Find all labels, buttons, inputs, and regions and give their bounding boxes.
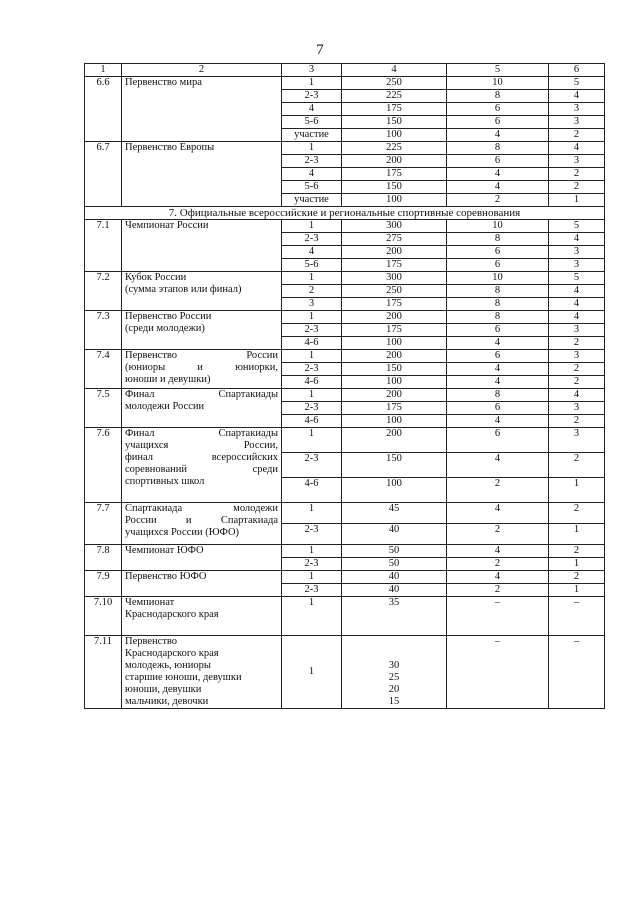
value-6-cell: 2 (549, 363, 605, 376)
competition-name (122, 272, 282, 311)
competition-name-line: учащихся России, (125, 440, 278, 451)
points-cell: 150 (342, 453, 447, 478)
value-5-cell: 8 (447, 285, 549, 298)
place-cell: 4 (282, 168, 342, 181)
competition-name (122, 350, 282, 389)
value-5-cell: 8 (447, 298, 549, 311)
place-cell: 1 (282, 220, 342, 233)
value-6-cell: 2 (549, 571, 605, 584)
points-cell: 100 (342, 129, 447, 142)
table-row (85, 636, 605, 709)
points-cell: 175 (342, 259, 447, 272)
value-5-cell: 10 (447, 77, 549, 90)
item-number: 7.2 (85, 272, 122, 311)
points-cell (342, 636, 447, 709)
competition-name (122, 142, 282, 207)
points-cell: 50 (342, 545, 447, 558)
value-6-cell: 2 (549, 453, 605, 478)
points-cell: 200 (342, 389, 447, 402)
points-cell: 300 (342, 220, 447, 233)
page-number: 7 (316, 42, 324, 58)
competition-name-line: Краснодарского края (125, 648, 219, 659)
value-6-cell: 3 (549, 246, 605, 259)
points-cell: 35 (342, 597, 447, 636)
value-5-cell: 6 (447, 350, 549, 363)
value-6-cell: 2 (549, 129, 605, 142)
value-6-cell: 1 (549, 478, 605, 503)
column-header: 3 (282, 64, 342, 77)
points-cell: 275 (342, 233, 447, 246)
place-cell: 1 (282, 350, 342, 363)
value-6-cell: 4 (549, 142, 605, 155)
value-5-cell: 4 (447, 363, 549, 376)
place-cell: 2 (282, 285, 342, 298)
place-cell: 2-3 (282, 558, 342, 571)
competition-name-line: Краснодарского края (125, 609, 219, 620)
points-cell: 175 (342, 324, 447, 337)
value-6-cell: 4 (549, 311, 605, 324)
place-cell: 1 (282, 142, 342, 155)
points-table (84, 63, 605, 709)
value-6-cell: 5 (549, 220, 605, 233)
value-5-cell: 6 (447, 324, 549, 337)
section-row (85, 207, 605, 220)
value-5-cell: 6 (447, 116, 549, 129)
table-row (85, 272, 605, 285)
points-cell: 45 (342, 503, 447, 524)
value-6-cell: 2 (549, 545, 605, 558)
value-5-cell: 4 (447, 453, 549, 478)
value-6-cell: 2 (549, 168, 605, 181)
value-5-cell: 6 (447, 103, 549, 116)
points-cell: 100 (342, 337, 447, 350)
column-header: 6 (549, 64, 605, 77)
place-cell: 1 (282, 311, 342, 324)
column-header: 1 (85, 64, 122, 77)
competition-name (122, 636, 282, 709)
item-number: 7.10 (85, 597, 122, 636)
value-6-cell: 2 (549, 181, 605, 194)
place-cell: 1 (282, 77, 342, 90)
competition-name-line: (среди молодежи) (125, 323, 205, 334)
value-6-cell: 4 (549, 389, 605, 402)
value-5-cell: 6 (447, 259, 549, 272)
value-5-cell: 8 (447, 142, 549, 155)
item-number: 7.9 (85, 571, 122, 597)
competition-name-line: Чемпионат ЮФО (125, 545, 204, 556)
place-cell: 5-6 (282, 181, 342, 194)
place-cell: 4 (282, 246, 342, 259)
value-6-cell: 1 (549, 524, 605, 545)
competition-name (122, 389, 282, 428)
points-cell: 50 (342, 558, 447, 571)
competition-name-line: Первенство мира (125, 77, 202, 88)
value-5-cell: 2 (447, 584, 549, 597)
points-cell: 100 (342, 376, 447, 389)
value-6-cell: 4 (549, 90, 605, 103)
table-row (85, 503, 605, 524)
competition-name-line: (сумма этапов или финал) (125, 284, 242, 295)
place-cell: 1 (282, 503, 342, 524)
place-cell: 2-3 (282, 584, 342, 597)
value-5-cell: 8 (447, 311, 549, 324)
place-cell: 2-3 (282, 524, 342, 545)
place-cell: 4-6 (282, 376, 342, 389)
competition-name (122, 571, 282, 597)
section-title: 7. Официальные всероссийские и региональные спортивные соревнования (85, 207, 605, 220)
value-5-cell: 8 (447, 90, 549, 103)
value-6-cell: 3 (549, 428, 605, 453)
points-cell: 200 (342, 350, 447, 363)
value-5-cell: 4 (447, 571, 549, 584)
item-number: 6.6 (85, 77, 122, 142)
value-5-cell: 2 (447, 558, 549, 571)
competition-name-line: Чемпионат (125, 597, 175, 608)
value-5-cell: 6 (447, 428, 549, 453)
value-6-cell: 4 (549, 285, 605, 298)
value-5-cell: 8 (447, 389, 549, 402)
value-6-cell: 1 (549, 584, 605, 597)
points-cell: 175 (342, 168, 447, 181)
place-cell: 1 (282, 597, 342, 636)
competition-name-line: финал всероссийских (125, 452, 278, 463)
place-cell: 1 (282, 428, 342, 453)
item-number: 7.7 (85, 503, 122, 545)
points-value: 30 (388, 660, 400, 671)
item-number: 7.6 (85, 428, 122, 503)
value-6-cell: 3 (549, 259, 605, 272)
value-5-cell: 4 (447, 129, 549, 142)
item-number: 7.11 (85, 636, 122, 709)
value-5-cell: 4 (447, 376, 549, 389)
points-cell: 200 (342, 311, 447, 324)
place-cell: 5-6 (282, 116, 342, 129)
value-6-cell: 1 (549, 194, 605, 207)
competition-name-line: Первенство России (125, 311, 212, 322)
value-5-cell: 10 (447, 272, 549, 285)
points-value: 15 (388, 696, 400, 707)
value-5-cell: 4 (447, 545, 549, 558)
table-row (85, 350, 605, 363)
table-row (85, 597, 605, 636)
competition-name-line: Первенство (125, 636, 178, 647)
value-6-cell: 3 (549, 402, 605, 415)
value-6-cell: 3 (549, 103, 605, 116)
place-cell: 4 (282, 103, 342, 116)
points-cell: 200 (342, 428, 447, 453)
place-cell: 1 (282, 571, 342, 584)
competition-name-line: Спартакиада молодежи (125, 503, 278, 514)
competition-name-line: юноши, девушки (125, 684, 202, 695)
value-5-cell: 6 (447, 155, 549, 168)
value-5-cell: 4 (447, 337, 549, 350)
competition-name-line: спортивных школ (125, 476, 205, 487)
points-cell: 175 (342, 103, 447, 116)
competition-name-line: молодежи России (125, 401, 205, 412)
competition-name (122, 597, 282, 636)
points-cell: 225 (342, 90, 447, 103)
place-cell: 1 (282, 636, 342, 709)
place-cell: 5-6 (282, 259, 342, 272)
points-cell: 250 (342, 77, 447, 90)
value-6-cell: 2 (549, 337, 605, 350)
item-number: 7.3 (85, 311, 122, 350)
place-cell: 2-3 (282, 155, 342, 168)
competition-name-line: Финал Спартакиады (125, 389, 278, 400)
value-6-cell: 5 (549, 272, 605, 285)
points-cell: 100 (342, 194, 447, 207)
competition-name (122, 77, 282, 142)
place-cell: 2-3 (282, 363, 342, 376)
points-cell: 40 (342, 524, 447, 545)
value-5-cell: 2 (447, 524, 549, 545)
competition-name-line: Первенство ЮФО (125, 571, 207, 582)
value-5-cell: 6 (447, 402, 549, 415)
competition-name-line: Чемпионат России (125, 220, 209, 231)
competition-name-line: мальчики, девочки (125, 696, 209, 707)
points-cell: 100 (342, 478, 447, 503)
table-row (85, 220, 605, 233)
competition-name-line: России и Спартакиада (125, 515, 278, 526)
value-5-cell: 4 (447, 181, 549, 194)
value-5-cell: 4 (447, 415, 549, 428)
value-6-cell: 3 (549, 324, 605, 337)
value-5-cell: 4 (447, 168, 549, 181)
table-row (85, 428, 605, 453)
value-6-cell: 3 (549, 350, 605, 363)
item-number: 6.7 (85, 142, 122, 207)
competition-name (122, 545, 282, 571)
points-cell: 40 (342, 571, 447, 584)
value-5-cell: 6 (447, 246, 549, 259)
value-6-cell: – (549, 597, 605, 636)
points-cell: 175 (342, 402, 447, 415)
value-6-cell: 3 (549, 116, 605, 129)
table-row (85, 571, 605, 584)
points-cell: 150 (342, 363, 447, 376)
place-cell: 1 (282, 545, 342, 558)
competition-name (122, 220, 282, 272)
competition-name-line: юноши и девушки) (125, 374, 211, 385)
competition-name-line: соревнований среди (125, 464, 278, 475)
value-6-cell: 1 (549, 558, 605, 571)
competition-name-line: молодежь, юниоры (125, 660, 211, 671)
place-cell: 2-3 (282, 453, 342, 478)
competition-name-line: старшие юноши, девушки (125, 672, 242, 683)
points-value: 20 (388, 684, 400, 695)
place-cell: участие (282, 194, 342, 207)
points-cell: 300 (342, 272, 447, 285)
table-row (85, 77, 605, 90)
item-number: 7.8 (85, 545, 122, 571)
column-header: 5 (447, 64, 549, 77)
competition-name-line: Финал Спартакиады (125, 428, 278, 439)
item-number: 7.1 (85, 220, 122, 272)
place-cell: 4-6 (282, 337, 342, 350)
value-6-cell: – (549, 636, 605, 709)
place-cell: 2-3 (282, 402, 342, 415)
points-cell: 150 (342, 181, 447, 194)
competition-name-line: Первенство Европы (125, 142, 215, 153)
place-cell: 1 (282, 272, 342, 285)
table-row (85, 142, 605, 155)
competition-name-line: учащихся России (ЮФО) (125, 527, 240, 538)
place-cell: 3 (282, 298, 342, 311)
competition-name-line: (юниоры и юниорки, (125, 362, 278, 373)
value-5-cell: 10 (447, 220, 549, 233)
place-cell: 1 (282, 389, 342, 402)
value-6-cell: 2 (549, 503, 605, 524)
place-cell: 2-3 (282, 233, 342, 246)
header-row (85, 64, 605, 77)
points-cell: 150 (342, 116, 447, 129)
place-cell: 2-3 (282, 324, 342, 337)
value-5-cell: – (447, 597, 549, 636)
points-value: 25 (388, 672, 400, 683)
points-cell: 225 (342, 142, 447, 155)
value-6-cell: 2 (549, 376, 605, 389)
item-number: 7.5 (85, 389, 122, 428)
value-6-cell: 3 (549, 155, 605, 168)
place-cell: участие (282, 129, 342, 142)
value-5-cell: 2 (447, 194, 549, 207)
points-cell: 250 (342, 285, 447, 298)
place-cell: 2-3 (282, 90, 342, 103)
value-5-cell: 4 (447, 503, 549, 524)
value-5-cell: 2 (447, 478, 549, 503)
value-6-cell: 4 (549, 298, 605, 311)
table-row (85, 389, 605, 402)
value-6-cell: 2 (549, 415, 605, 428)
column-header: 4 (342, 64, 447, 77)
competition-name (122, 311, 282, 350)
value-6-cell: 4 (549, 233, 605, 246)
competition-name (122, 428, 282, 503)
points-cell: 175 (342, 298, 447, 311)
points-cell: 200 (342, 155, 447, 168)
competition-name-line: Кубок России (125, 272, 187, 283)
column-header: 2 (122, 64, 282, 77)
value-6-cell: 5 (549, 77, 605, 90)
points-cell: 100 (342, 415, 447, 428)
competition-name (122, 503, 282, 545)
table-row (85, 311, 605, 324)
competition-name-line: Первенство России (125, 350, 278, 361)
place-cell: 4-6 (282, 415, 342, 428)
value-5-cell: – (447, 636, 549, 709)
value-5-cell: 8 (447, 233, 549, 246)
item-number: 7.4 (85, 350, 122, 389)
place-cell: 4-6 (282, 478, 342, 503)
points-cell: 40 (342, 584, 447, 597)
table-row (85, 545, 605, 558)
points-cell: 200 (342, 246, 447, 259)
